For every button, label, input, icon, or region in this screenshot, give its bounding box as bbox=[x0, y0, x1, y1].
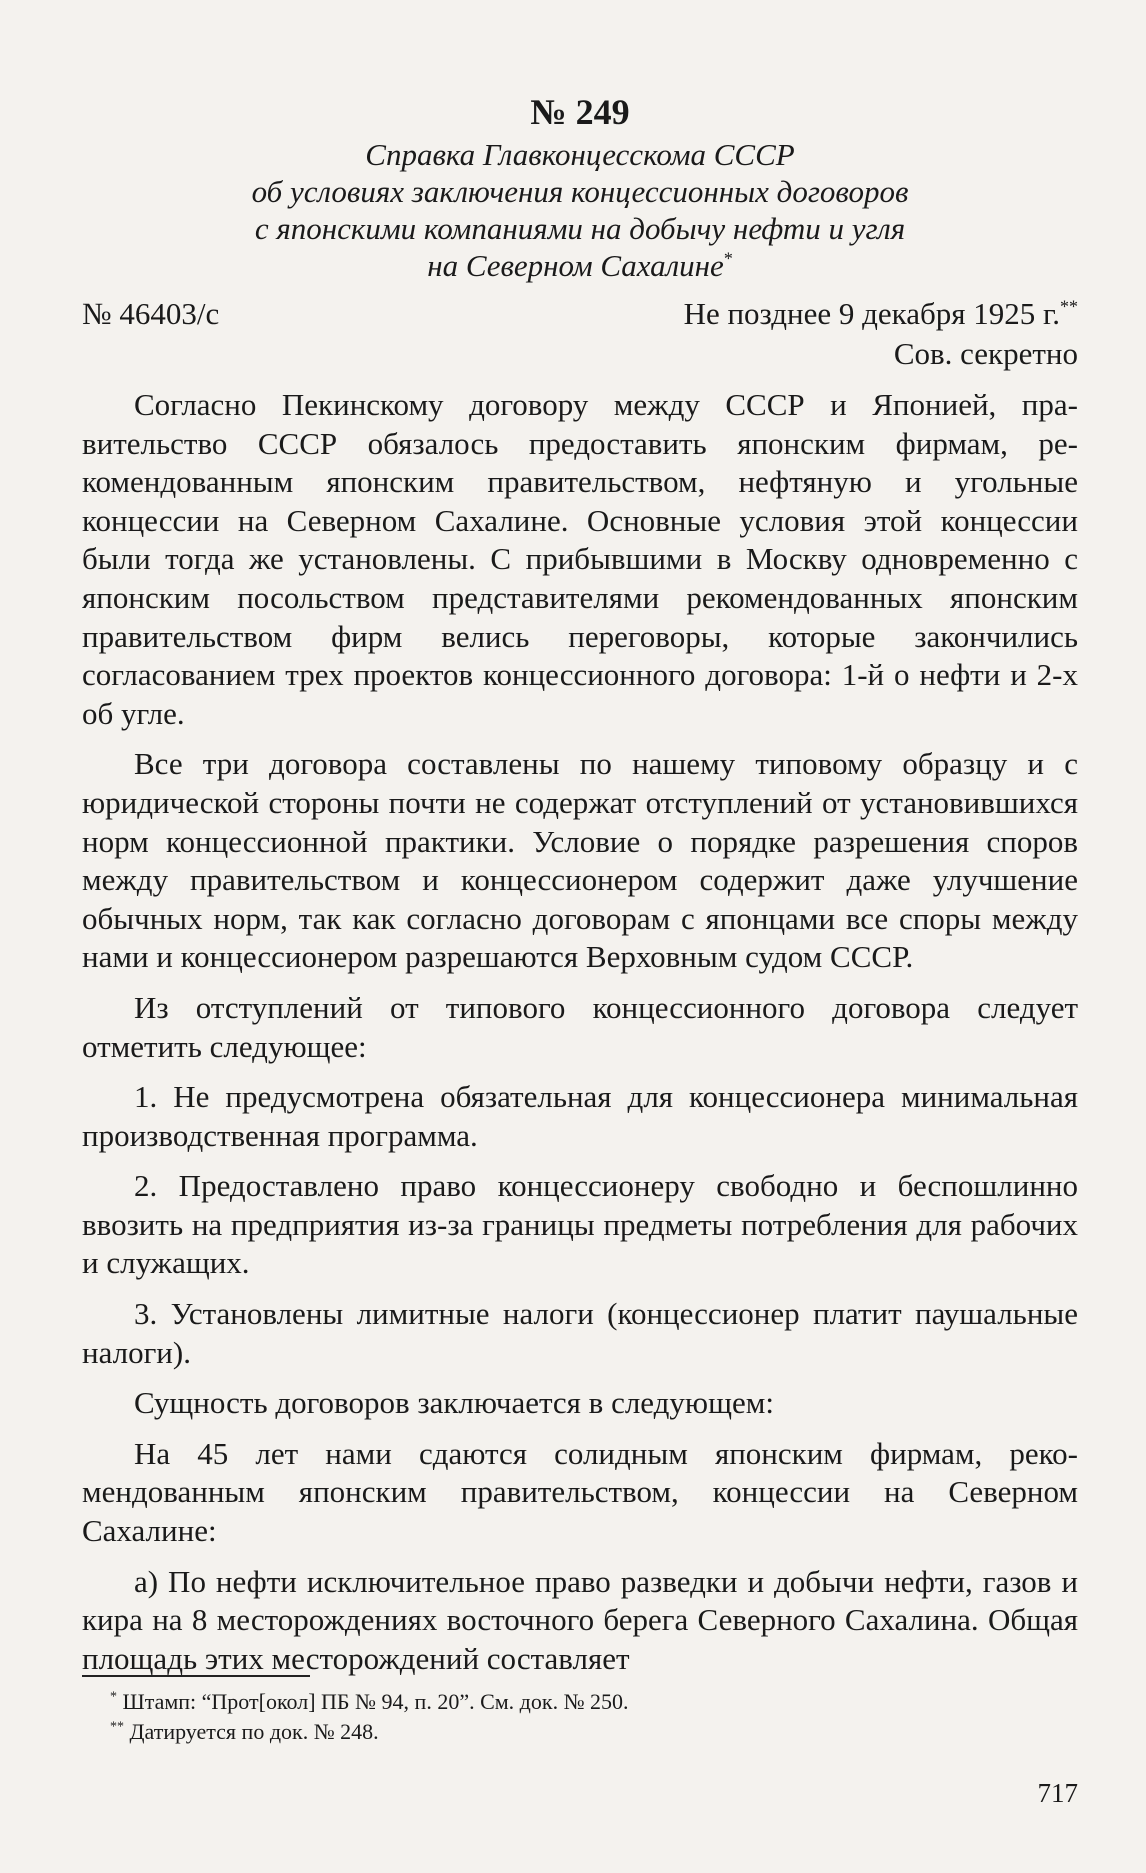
document-date-wrap bbox=[684, 294, 1078, 334]
footnote-divider bbox=[82, 1675, 310, 1677]
paragraph: Из отступлений от типового концессионного договора следует отметить следующее: bbox=[82, 989, 1078, 1064]
paragraph: а) По нефти исключительное право разведки и добычи нефти, газов и кира на 8 месторождениях восточного берега Северного Сахалина. Общая площадь этих месторождений составляет bbox=[82, 1563, 1078, 1676]
footnote-mark: * bbox=[110, 1689, 117, 1705]
page-number: 717 bbox=[1037, 1778, 1078, 1808]
title-line: Справка Главконцесскома СССР bbox=[365, 137, 795, 172]
document-title bbox=[82, 136, 1078, 284]
paragraph: 1. Не предусмотрена обязательная для концессионера минимальная производственная программа. bbox=[82, 1079, 1078, 1153]
footnote-text: Штамп: “Прот[окол] ПБ № 94, п. 20”. См. док. № 250. bbox=[122, 1689, 629, 1714]
paragraph: 3. Установлены лимитные налоги (концессионер платит паушальные налоги). bbox=[82, 1296, 1078, 1370]
date-footnote-mark: ** bbox=[1060, 296, 1078, 317]
document-date: Не позднее 9 декабря 1925 г. bbox=[683, 296, 1060, 331]
paragraph: Согласно Пекинскому договору между СССР и Японией, правительство СССР обязалось предоставить японским фирмам, рекомендованным японским правительством, нефтяную и угольные концессии на Северном Сахалине. Основные условия этой концессии были тогда же установлены. С прибывшими в Москву одновременно с японским посольством представителями рекомендованных японским правительством фирм велись переговоры, которые закончились согласованием трех проектов концессионного договора: 1-й о нефти и 2-х об угле. bbox=[82, 387, 1078, 731]
title-line: с японскими компаниями на добычу нефти и угля bbox=[254, 211, 906, 246]
paragraph: Все три договора составлены по нашему типовому образцу и с юридической стороны почти не содержат отступлений от установившихся норм концессионной практики. Условие о порядке разрешения споров между правительством и концессионером содержит даже улучшение обычных норм, так как согласно договорам с японцами все споры между нами и концессионером разрешаются Верховным судом СССР. bbox=[82, 746, 1078, 975]
paragraph: Сущность договоров заключается в следующем: bbox=[134, 1385, 774, 1421]
footnote bbox=[82, 1687, 1078, 1717]
title-line: на Северном Сахалине bbox=[427, 248, 724, 283]
title-footnote-mark: * bbox=[723, 248, 733, 269]
document-number: № 249 bbox=[530, 92, 630, 132]
meta-row bbox=[82, 294, 1078, 334]
footnote-mark: ** bbox=[110, 1719, 124, 1735]
footnotes bbox=[82, 1675, 1078, 1747]
classification-label: Сов. секретно bbox=[893, 336, 1078, 371]
title-line-last bbox=[82, 247, 1078, 284]
footnote-text: Датируется по док. № 248. bbox=[129, 1719, 379, 1744]
reference-number: № 46403/с bbox=[82, 296, 220, 331]
paragraph: На 45 лет нами сдаются солидным японским фирмам, рекомендованным японским правительством, концессии на Северном Сахалине: bbox=[82, 1435, 1078, 1549]
footnote bbox=[82, 1717, 1078, 1747]
paragraph: 2. Предоставлено право концессионеру свободно и беспошлинно ввозить на предприятия из-за границы предметы потребления для рабочих и служащих. bbox=[82, 1168, 1078, 1281]
document-text bbox=[82, 90, 1078, 1678]
title-line: об условиях заключения концессионных договоров bbox=[251, 174, 909, 209]
